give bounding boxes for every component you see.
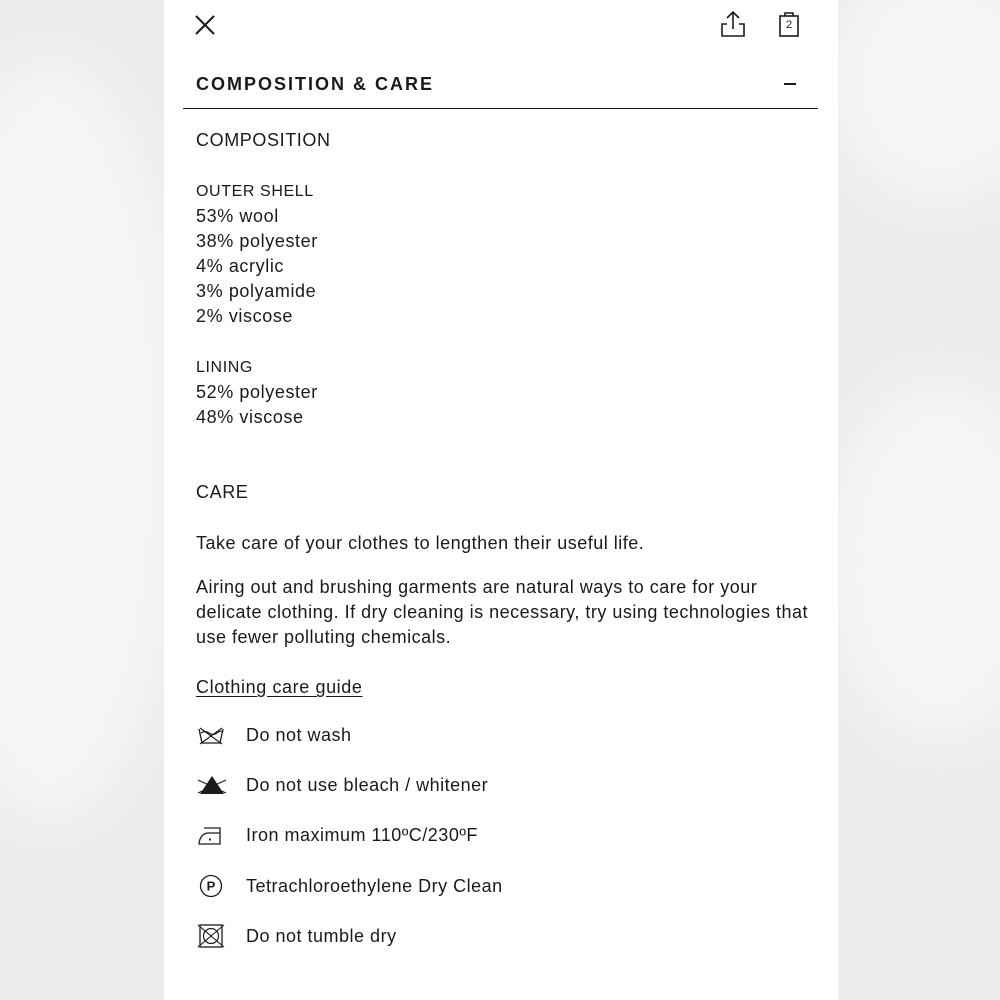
clothing-care-guide-link[interactable]: Clothing care guide [196, 677, 363, 697]
care-instruction-text: Do not use bleach / whitener [246, 774, 489, 795]
collapse-minus-icon[interactable] [778, 74, 802, 94]
care-description: Airing out and brushing garments are natural ways to care for your delicate clothing. If dry cleaning is necessary, try using technologies that use fewer polluting chemicals. [196, 577, 808, 647]
care-heading: CARE [196, 482, 249, 502]
share-icon [720, 10, 746, 38]
care-instruction-text: Do not wash [246, 724, 352, 745]
care-instruction-text: Do not tumble dry [246, 925, 397, 946]
share-button[interactable] [718, 8, 748, 40]
care-instruction-text: Tetrachloroethylene Dry Clean [246, 875, 503, 896]
outer-shell-item: 4% acrylic [196, 256, 285, 276]
section-title: COMPOSITION & CARE [196, 74, 435, 94]
outer-shell-item: 2% viscose [196, 306, 294, 326]
care-intro: Take care of your clothes to lengthen their useful life. [196, 533, 645, 553]
lining-item: 52% polyester [196, 382, 318, 402]
top-bar [164, 0, 838, 56]
shopping-bag-button[interactable] [776, 8, 806, 40]
bag-count-badge: 2 [785, 19, 793, 31]
composition-heading: COMPOSITION [196, 130, 331, 150]
outer-shell-label: OUTER SHELL [196, 183, 314, 200]
outer-shell-item: 53% wool [196, 206, 279, 226]
care-instruction-text: Iron maximum 110ºC/230ºF [246, 824, 478, 845]
do-not-bleach-icon [196, 772, 230, 798]
background-blur-right [830, 380, 1000, 740]
accordion-header-composition-care[interactable] [183, 60, 818, 109]
care-instruction-row [196, 720, 352, 750]
close-icon [194, 14, 216, 36]
iron-low-icon [196, 822, 230, 848]
close-button[interactable] [190, 10, 220, 40]
outer-shell-item: 3% polyamide [196, 281, 317, 301]
svg-text:P: P [206, 878, 216, 894]
care-instruction-row [196, 921, 397, 951]
care-instruction-row [196, 770, 488, 800]
lining-item: 48% viscose [196, 407, 304, 427]
care-instruction-row [196, 820, 478, 850]
composition-care-panel [164, 0, 838, 1000]
do-not-tumble-dry-icon [196, 923, 230, 949]
dry-clean-p-icon [196, 873, 230, 899]
lining-label: LINING [196, 359, 253, 376]
background-blur-top-right [830, 0, 1000, 200]
do-not-wash-icon [196, 722, 230, 748]
care-instruction-row [196, 871, 503, 901]
background-blur-left [0, 60, 180, 820]
outer-shell-item: 38% polyester [196, 231, 318, 251]
